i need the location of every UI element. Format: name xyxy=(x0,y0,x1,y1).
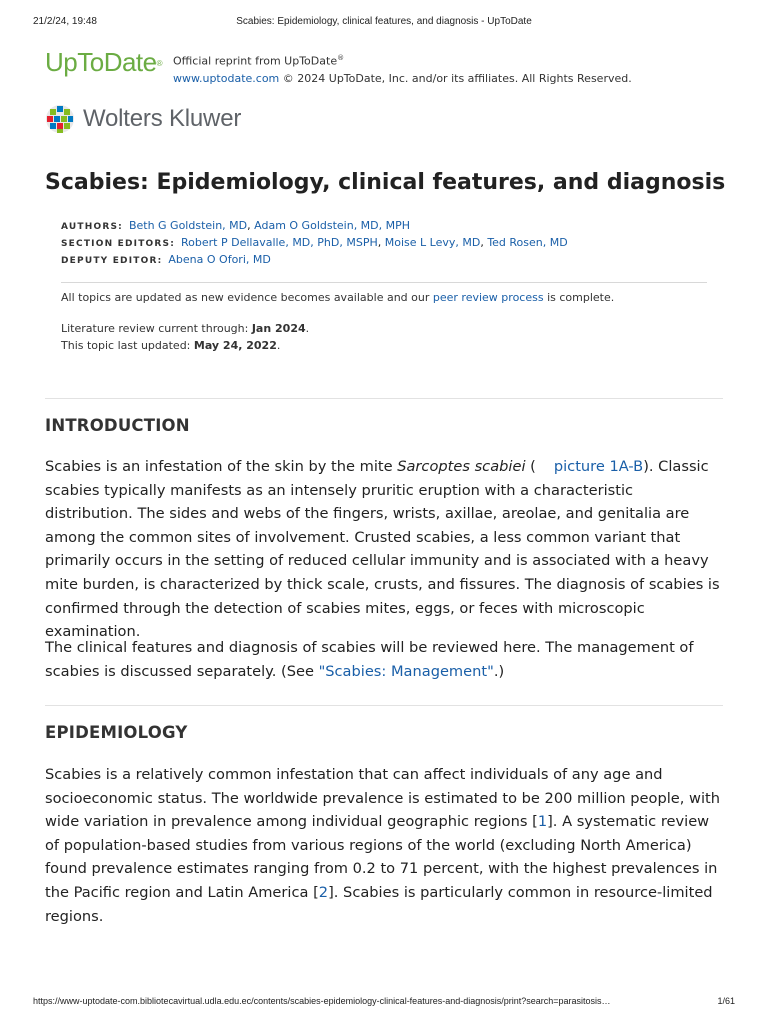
introduction-paragraph-1: Scabies is an infestation of the skin by the mite Sarcoptes scabiei ( picture 1A-B). Classic scabies typically manifests as an intensely pruritic eruption with a characteristic distribution. The sides and webs of the fingers, wrists, axillae, areolae, and genitalia are among the common sites of involvement. Crusted scabies, a less common variant that primarily occurs in the setting of reduced cellular immunity and is associated with a heavy mite burden, is characterized by thick scale, crusts, and fissures. The diagnosis of scabies is confirmed through the detection of scabies mites, eggs, or feces with microscopic examination. xyxy=(45,458,720,641)
divider xyxy=(45,398,723,399)
section-editor-link[interactable]: Robert P Dellavalle, MD, PhD, MSPH xyxy=(181,236,378,249)
wolters-kluwer-logo xyxy=(45,104,241,134)
peer-review-link[interactable]: peer review process xyxy=(432,291,544,304)
article-credits xyxy=(61,218,568,269)
deputy-editor-link[interactable]: Abena O Ofori, MD xyxy=(168,253,271,266)
copyright-text: © 2024 UpToDate, Inc. and/or its affiliates. All Rights Reserved. xyxy=(282,71,632,85)
print-datetime: 21/2/24, 19:48 xyxy=(33,16,97,27)
deputy-editor-label: DEPUTY EDITOR: xyxy=(61,256,163,266)
wolters-kluwer-mark-icon xyxy=(45,104,79,134)
divider xyxy=(61,282,707,283)
introduction-heading: INTRODUCTION xyxy=(45,416,190,435)
page-number: 1/61 xyxy=(717,996,735,1006)
lit-review-line: Literature review current through: Jan 2024. xyxy=(61,322,310,335)
epidemiology-heading: EPIDEMIOLOGY xyxy=(45,723,188,742)
introduction-paragraph-2: The clinical features and diagnosis of scabies will be reviewed here. The management of scabies is discussed separately. (See "Scabies: Management".) xyxy=(45,639,694,680)
article-title: Scabies: Epidemiology, clinical features, and diagnosis xyxy=(45,170,726,195)
reference-link[interactable]: 2 xyxy=(318,883,329,901)
uptodate-site-link[interactable]: www.uptodate.com xyxy=(173,71,280,85)
species-name: Sarcoptes scabiei xyxy=(397,458,526,475)
section-editors-row: SECTION EDITORS: Robert P Dellavalle, MD, PhD, MSPH, Moise L Levy, MD, Ted Rosen, MD xyxy=(61,236,568,249)
reprint-notice: Official reprint from UpToDate® www.uptodate.com © 2024 UpToDate, Inc. and/or its affiliates. All Rights Reserved. xyxy=(173,54,632,85)
deputy-editor-row xyxy=(61,252,568,269)
uptodate-logo[interactable]: UpToDate® xyxy=(45,47,163,77)
author-link[interactable]: Beth G Goldstein, MD xyxy=(128,219,248,232)
update-note: All topics are updated as new evidence becomes available and our peer review process is complete. xyxy=(61,291,615,304)
authors-row: AUTHORS: Beth G Goldstein, MD, Adam O Goldstein, MD, MPH xyxy=(61,219,411,232)
print-url: https://www-uptodate-com.bibliotecavirtual.udla.edu.ec/contents/scabies-epidemiology-clinical-features-and-diagnosis/print?search=parasitosis… xyxy=(33,996,611,1006)
section-editor-link[interactable]: Ted Rosen, MD xyxy=(487,236,568,249)
reprint-line: Official reprint from UpToDate xyxy=(173,54,338,68)
reference-link[interactable]: 1 xyxy=(537,813,548,831)
print-footer xyxy=(0,996,768,1010)
review-dates xyxy=(61,320,309,354)
section-editors-label: SECTION EDITORS: xyxy=(61,239,176,249)
last-updated-line: This topic last updated: May 24, 2022. xyxy=(61,339,281,352)
authors-label: AUTHORS: xyxy=(61,222,123,232)
author-link[interactable]: Adam O Goldstein, MD, MPH xyxy=(254,219,411,232)
wolters-kluwer-wordmark: Wolters Kluwer xyxy=(83,105,242,132)
print-header xyxy=(0,16,768,30)
scabies-management-link[interactable]: "Scabies: Management" xyxy=(318,662,494,680)
epidemiology-paragraph-1: Scabies is a relatively common infestation that can affect individuals of any age and socioeconomic status. The worldwide prevalence is estimated to be 200 million people, with wide variation in prevalence among individual geographic regions [1]. A systematic review of population-based studies from various regions of the world (excluding North America) found prevalence estimates ranging from 0.2 to 71 percent, with the highest prevalences in the Pacific region and Latin America [2]. Scabies is particularly common in resource-limited regions. xyxy=(45,766,721,925)
section-editor-link[interactable]: Moise L Levy, MD xyxy=(384,236,481,249)
divider xyxy=(45,705,723,706)
picture-link[interactable]: picture 1A-B xyxy=(553,458,644,475)
print-page-title: Scabies: Epidemiology, clinical features, and diagnosis - UpToDate xyxy=(236,16,532,27)
